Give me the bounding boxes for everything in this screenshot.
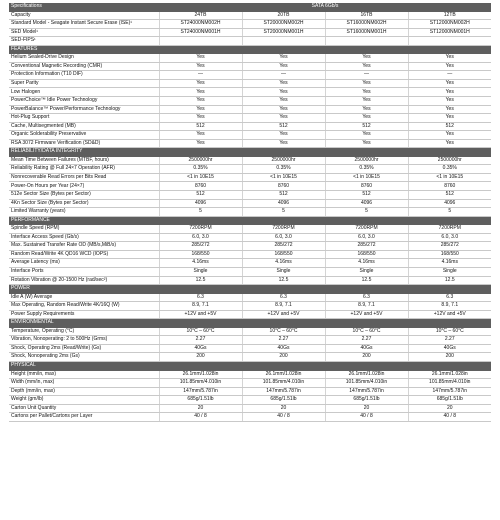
spec-value: 0.35%	[325, 165, 408, 174]
spec-value: 0.35%	[408, 165, 491, 174]
spec-label: Capacity	[9, 11, 159, 20]
spec-row	[9, 404, 491, 413]
header-row	[9, 3, 491, 11]
spec-value: Yes	[408, 131, 491, 140]
spec-value: Yes	[159, 97, 242, 106]
spec-row	[9, 11, 491, 20]
spec-row	[9, 182, 491, 191]
spec-value: 512	[242, 122, 325, 131]
spec-value: 20	[242, 404, 325, 413]
spec-value: 512	[325, 191, 408, 200]
spec-value: Yes	[242, 131, 325, 140]
spec-value: 40 / 8	[242, 413, 325, 422]
spec-value: 26.1mm/1.028in	[159, 370, 242, 379]
spec-value: 4.16ms	[159, 259, 242, 268]
spec-value: <1 in 10E15	[408, 173, 491, 182]
spec-label: Cache, Multisegmented (MB)	[9, 122, 159, 131]
section-header	[9, 361, 491, 370]
spec-value: 0.35%	[159, 165, 242, 174]
spec-label: Mean Time Between Failures (MTBF, hours)	[9, 156, 159, 165]
spec-value: <1 in 10E15	[159, 173, 242, 182]
spec-value: 512	[408, 122, 491, 131]
spec-value: 6.0, 3.0	[159, 233, 242, 242]
spec-value: 12.5	[408, 276, 491, 285]
spec-value: 101.85mm/4.010in	[242, 379, 325, 388]
spec-table-body	[9, 3, 491, 421]
spec-value: ST16000NM002H	[325, 20, 408, 29]
spec-value: Yes	[325, 114, 408, 123]
spec-value: —	[242, 71, 325, 80]
spec-value: 101.85mm/4.010in	[159, 379, 242, 388]
spec-value: 0.35%	[242, 165, 325, 174]
spec-value: Yes	[242, 139, 325, 148]
spec-value	[408, 37, 491, 46]
spec-row	[9, 413, 491, 422]
spec-label: Power-On Hours per Year (24×7)	[9, 182, 159, 191]
spec-value: 4.16ms	[325, 259, 408, 268]
spec-value: 512	[159, 191, 242, 200]
spec-value: Yes	[325, 79, 408, 88]
spec-value: 40 / 8	[408, 413, 491, 422]
spec-value: 2500000hr	[159, 156, 242, 165]
spec-value: 2.27	[242, 336, 325, 345]
spec-value: 512	[242, 191, 325, 200]
spec-value: Yes	[325, 54, 408, 63]
spec-value: 6.3	[408, 293, 491, 302]
spec-label: Rotation Vibration @ 20-1500 Hz (rad/sec²)	[9, 276, 159, 285]
spec-value: —	[325, 71, 408, 80]
section-header	[9, 148, 491, 157]
spec-value: 12.5	[325, 276, 408, 285]
spec-label: SED-FIPS¹	[9, 37, 159, 46]
spec-row	[9, 310, 491, 319]
spec-value: 685g/1.51lb	[242, 396, 325, 405]
spec-value: Single	[325, 267, 408, 276]
section-title: FEATURES	[9, 45, 491, 54]
spec-value	[325, 37, 408, 46]
spec-row	[9, 233, 491, 242]
spec-value: Yes	[242, 54, 325, 63]
spec-table	[9, 3, 491, 422]
spec-value: Single	[408, 267, 491, 276]
spec-value: ST24000NM001H	[159, 28, 242, 37]
spec-value: Yes	[159, 114, 242, 123]
spec-value: 101.85mm/4.010in	[408, 379, 491, 388]
spec-value: 8.9, 7.1	[159, 302, 242, 311]
spec-value: 7200RPM	[159, 225, 242, 234]
spec-value: Yes	[242, 105, 325, 114]
spec-value: <1 in 10E15	[325, 173, 408, 182]
spec-value: 200	[325, 353, 408, 362]
spec-value: Yes	[325, 97, 408, 106]
spec-row	[9, 114, 491, 123]
spec-value: +12V and +5V	[325, 310, 408, 319]
spec-value: Yes	[325, 62, 408, 71]
spec-value: Yes	[408, 88, 491, 97]
spec-value: 200	[408, 353, 491, 362]
spec-value: 685g/1.51lb	[325, 396, 408, 405]
spec-row	[9, 336, 491, 345]
spec-row	[9, 267, 491, 276]
spec-value: 20	[408, 404, 491, 413]
spec-row	[9, 131, 491, 140]
spec-value: 40 / 8	[325, 413, 408, 422]
spec-row	[9, 293, 491, 302]
spec-value: 101.85mm/4.010in	[325, 379, 408, 388]
spec-value: 8.9, 7.1	[408, 302, 491, 311]
spec-value: 285/272	[242, 242, 325, 251]
spec-value: 5	[159, 208, 242, 217]
spec-value: 147mm/5.787in	[242, 387, 325, 396]
spec-label: Helium Sealed-Drive Design	[9, 54, 159, 63]
spec-value: 4.16ms	[408, 259, 491, 268]
spec-value: 26.1mm/1.028in	[242, 370, 325, 379]
header-interface: SATA 6Gb/s	[159, 3, 491, 11]
spec-row	[9, 28, 491, 37]
spec-value: 20	[159, 404, 242, 413]
spec-label: SED Model¹	[9, 28, 159, 37]
spec-row	[9, 327, 491, 336]
spec-value: 16TB	[325, 11, 408, 20]
spec-value: 12TB	[408, 11, 491, 20]
spec-value: 200	[242, 353, 325, 362]
spec-label: Vibration, Nonoperating: 2 to 500Hz (Grms)	[9, 336, 159, 345]
spec-value: Single	[242, 267, 325, 276]
spec-label: Shock, Nonoperating 2ms (Gs)	[9, 353, 159, 362]
spec-row	[9, 173, 491, 182]
spec-value: 20TB	[242, 11, 325, 20]
spec-row	[9, 62, 491, 71]
spec-row	[9, 165, 491, 174]
section-header	[9, 216, 491, 225]
spec-value: 7200RPM	[242, 225, 325, 234]
spec-label: Max Operating, Random Read/Write 4K/16Q (W)	[9, 302, 159, 311]
spec-label: Shock, Operating 2ms (Read/Write) (Gs)	[9, 344, 159, 353]
spec-row	[9, 156, 491, 165]
spec-value: 7200RPM	[408, 225, 491, 234]
spec-value: 40Gs	[242, 344, 325, 353]
spec-row	[9, 191, 491, 200]
spec-value: 168/550	[242, 250, 325, 259]
spec-value: +12V and +5V	[159, 310, 242, 319]
spec-row	[9, 242, 491, 251]
spec-value: 12.5	[159, 276, 242, 285]
spec-label: Standard Model - Seagate Instant Secure Erase (ISE)¹	[9, 20, 159, 29]
spec-value: 2.27	[159, 336, 242, 345]
spec-value: 2500000hr	[325, 156, 408, 165]
spec-value: 6.3	[242, 293, 325, 302]
spec-value: 8760	[408, 182, 491, 191]
spec-value: 685g/1.51lb	[408, 396, 491, 405]
spec-value: 8.9, 7.1	[325, 302, 408, 311]
spec-value: Yes	[408, 54, 491, 63]
spec-row	[9, 105, 491, 114]
spec-value: 4.16ms	[242, 259, 325, 268]
spec-value: 2500000hr	[242, 156, 325, 165]
spec-value: 4096	[242, 199, 325, 208]
spec-value: 24TB	[159, 11, 242, 20]
spec-value: Yes	[325, 105, 408, 114]
header-label: Specifications	[9, 3, 159, 11]
spec-value: 8760	[325, 182, 408, 191]
spec-value: <1 in 10E15	[242, 173, 325, 182]
spec-value: —	[159, 71, 242, 80]
spec-row	[9, 54, 491, 63]
spec-value: ST24000NM002H	[159, 20, 242, 29]
spec-value: 10°C – 60°C	[408, 327, 491, 336]
spec-value: Yes	[159, 131, 242, 140]
spec-value: 10°C – 60°C	[325, 327, 408, 336]
spec-value: 168/550	[159, 250, 242, 259]
spec-value: 10°C – 60°C	[159, 327, 242, 336]
spec-value: Yes	[408, 114, 491, 123]
spec-label: 512e Sector Size (Bytes per Sector)	[9, 191, 159, 200]
spec-value: Yes	[242, 114, 325, 123]
spec-value: 8760	[159, 182, 242, 191]
spec-row	[9, 259, 491, 268]
spec-label: Limited Warranty (years)	[9, 208, 159, 217]
spec-value: Yes	[159, 62, 242, 71]
spec-value: 2500000hr	[408, 156, 491, 165]
spec-value: ST20000NM001H	[242, 28, 325, 37]
spec-value: Yes	[325, 88, 408, 97]
section-title: PHYSICAL	[9, 361, 491, 370]
spec-label: Interface Ports	[9, 267, 159, 276]
spec-label: RSA 3072 Firmware Verification (SD&D)	[9, 139, 159, 148]
spec-row	[9, 370, 491, 379]
spec-value: 2.27	[325, 336, 408, 345]
spec-label: Hot-Plug Support	[9, 114, 159, 123]
spec-value: 285/272	[325, 242, 408, 251]
spec-value: 8760	[242, 182, 325, 191]
spec-value: Yes	[159, 54, 242, 63]
spec-value: 6.0, 3.0	[325, 233, 408, 242]
spec-label: Temperature, Operating (°C)	[9, 327, 159, 336]
section-title: POWER	[9, 285, 491, 294]
spec-label: Protection Information (T10 DIF)	[9, 71, 159, 80]
spec-row	[9, 122, 491, 131]
spec-value: Yes	[159, 88, 242, 97]
spec-value: 147mm/5.787in	[159, 387, 242, 396]
spec-row	[9, 379, 491, 388]
spec-row	[9, 88, 491, 97]
section-title: RELIABILITY/DATA INTEGRITY	[9, 148, 491, 157]
spec-value: —	[408, 71, 491, 80]
spec-value: Yes	[408, 62, 491, 71]
spec-value: Yes	[408, 105, 491, 114]
spec-row	[9, 302, 491, 311]
spec-value: ST16000NM001H	[325, 28, 408, 37]
section-header	[9, 319, 491, 328]
spec-label: Super Parity	[9, 79, 159, 88]
spec-row	[9, 344, 491, 353]
spec-value: ST20000NM002H	[242, 20, 325, 29]
spec-row	[9, 97, 491, 106]
spec-label: Average Latency (ms)	[9, 259, 159, 268]
spec-value: Yes	[242, 97, 325, 106]
spec-label: 4Kn Sector Size (Bytes per Sector)	[9, 199, 159, 208]
spec-row	[9, 37, 491, 46]
spec-value: 4096	[159, 199, 242, 208]
spec-value: 12.5	[242, 276, 325, 285]
spec-value: 685g/1.51lb	[159, 396, 242, 405]
spec-label: Width (mm/in, max)	[9, 379, 159, 388]
spec-value: 4096	[408, 199, 491, 208]
spec-label: Organic Solderability Preservative	[9, 131, 159, 140]
spec-value: ST12000NM001H	[408, 28, 491, 37]
spec-value: Yes	[325, 139, 408, 148]
section-title: PERFORMANCE	[9, 216, 491, 225]
spec-value: 6.0, 3.0	[242, 233, 325, 242]
spec-value: ST12000NM002H	[408, 20, 491, 29]
spec-value: Yes	[242, 88, 325, 97]
spec-sheet	[9, 3, 491, 422]
spec-value: 26.1mm/1.028in	[325, 370, 408, 379]
spec-row	[9, 353, 491, 362]
spec-value: 285/272	[159, 242, 242, 251]
spec-label: Depth (mm/in, max)	[9, 387, 159, 396]
spec-row	[9, 199, 491, 208]
spec-value: 285/272	[408, 242, 491, 251]
spec-value: 6.3	[325, 293, 408, 302]
spec-value: 20	[325, 404, 408, 413]
spec-value: 40Gs	[408, 344, 491, 353]
spec-value: +12V and +5V	[242, 310, 325, 319]
spec-label: PowerChoice™ Idle Power Technology	[9, 97, 159, 106]
spec-label: Carton Unit Quantity	[9, 404, 159, 413]
spec-value: 6.0, 3.0	[408, 233, 491, 242]
spec-value: Yes	[408, 79, 491, 88]
spec-value: Yes	[242, 79, 325, 88]
spec-value: 5	[408, 208, 491, 217]
spec-value: 5	[242, 208, 325, 217]
spec-label: Random Read/Write 4K QD16 WCD (IOPS)	[9, 250, 159, 259]
spec-label: PowerBalance™ Power/Performance Technology	[9, 105, 159, 114]
spec-label: Height (mm/in, max)	[9, 370, 159, 379]
spec-row	[9, 387, 491, 396]
spec-value: 147mm/5.787in	[408, 387, 491, 396]
spec-row	[9, 20, 491, 29]
spec-value: Yes	[408, 139, 491, 148]
spec-label: Nonrecoverable Read Errors per Bits Read	[9, 173, 159, 182]
spec-row	[9, 79, 491, 88]
spec-value: 168/550	[325, 250, 408, 259]
spec-label: Low Halogen	[9, 88, 159, 97]
spec-value: 40 / 8	[159, 413, 242, 422]
spec-value: 512	[325, 122, 408, 131]
spec-value: 168/550	[408, 250, 491, 259]
spec-value: Yes	[159, 105, 242, 114]
spec-value: 4096	[325, 199, 408, 208]
spec-row	[9, 396, 491, 405]
spec-row	[9, 225, 491, 234]
spec-row	[9, 208, 491, 217]
spec-row	[9, 276, 491, 285]
spec-value: Yes	[242, 62, 325, 71]
spec-label: Idle A (W) Average	[9, 293, 159, 302]
spec-value: Yes	[159, 139, 242, 148]
spec-label: Cartons per Pallet/Cartons per Layer	[9, 413, 159, 422]
spec-label: Max. Sustained Transfer Rate OD (MB/s,MiB/s)	[9, 242, 159, 251]
spec-value: 8.9, 7.1	[242, 302, 325, 311]
spec-value: +12V and +5V	[408, 310, 491, 319]
spec-label: Power Supply Requirements	[9, 310, 159, 319]
spec-value: Yes	[408, 97, 491, 106]
spec-value: 26.1mm/1.028in	[408, 370, 491, 379]
spec-value	[242, 37, 325, 46]
spec-value	[159, 37, 242, 46]
spec-value: Single	[159, 267, 242, 276]
spec-label: Weight (gm/lb)	[9, 396, 159, 405]
spec-row	[9, 139, 491, 148]
spec-label: Conventional Magnetic Recording (CMR)	[9, 62, 159, 71]
spec-value: 512	[159, 122, 242, 131]
spec-row	[9, 71, 491, 80]
spec-value: 40Gs	[159, 344, 242, 353]
spec-value: 200	[159, 353, 242, 362]
section-header	[9, 45, 491, 54]
spec-row	[9, 250, 491, 259]
spec-value: Yes	[159, 79, 242, 88]
spec-value: Yes	[325, 131, 408, 140]
spec-value: 147mm/5.787in	[325, 387, 408, 396]
spec-value: 10°C – 60°C	[242, 327, 325, 336]
spec-label: Reliability Rating @ Full 24×7 Operation (AFR)	[9, 165, 159, 174]
spec-label: Spindle Speed (RPM)	[9, 225, 159, 234]
spec-value: 7200RPM	[325, 225, 408, 234]
spec-value: 5	[325, 208, 408, 217]
spec-label: Interface Access Speed (Gb/s)	[9, 233, 159, 242]
spec-value: 2.27	[408, 336, 491, 345]
spec-value: 512	[408, 191, 491, 200]
section-title: ENVIRONMENTAL	[9, 319, 491, 328]
spec-value: 6.3	[159, 293, 242, 302]
spec-value: 40Gs	[325, 344, 408, 353]
section-header	[9, 285, 491, 294]
